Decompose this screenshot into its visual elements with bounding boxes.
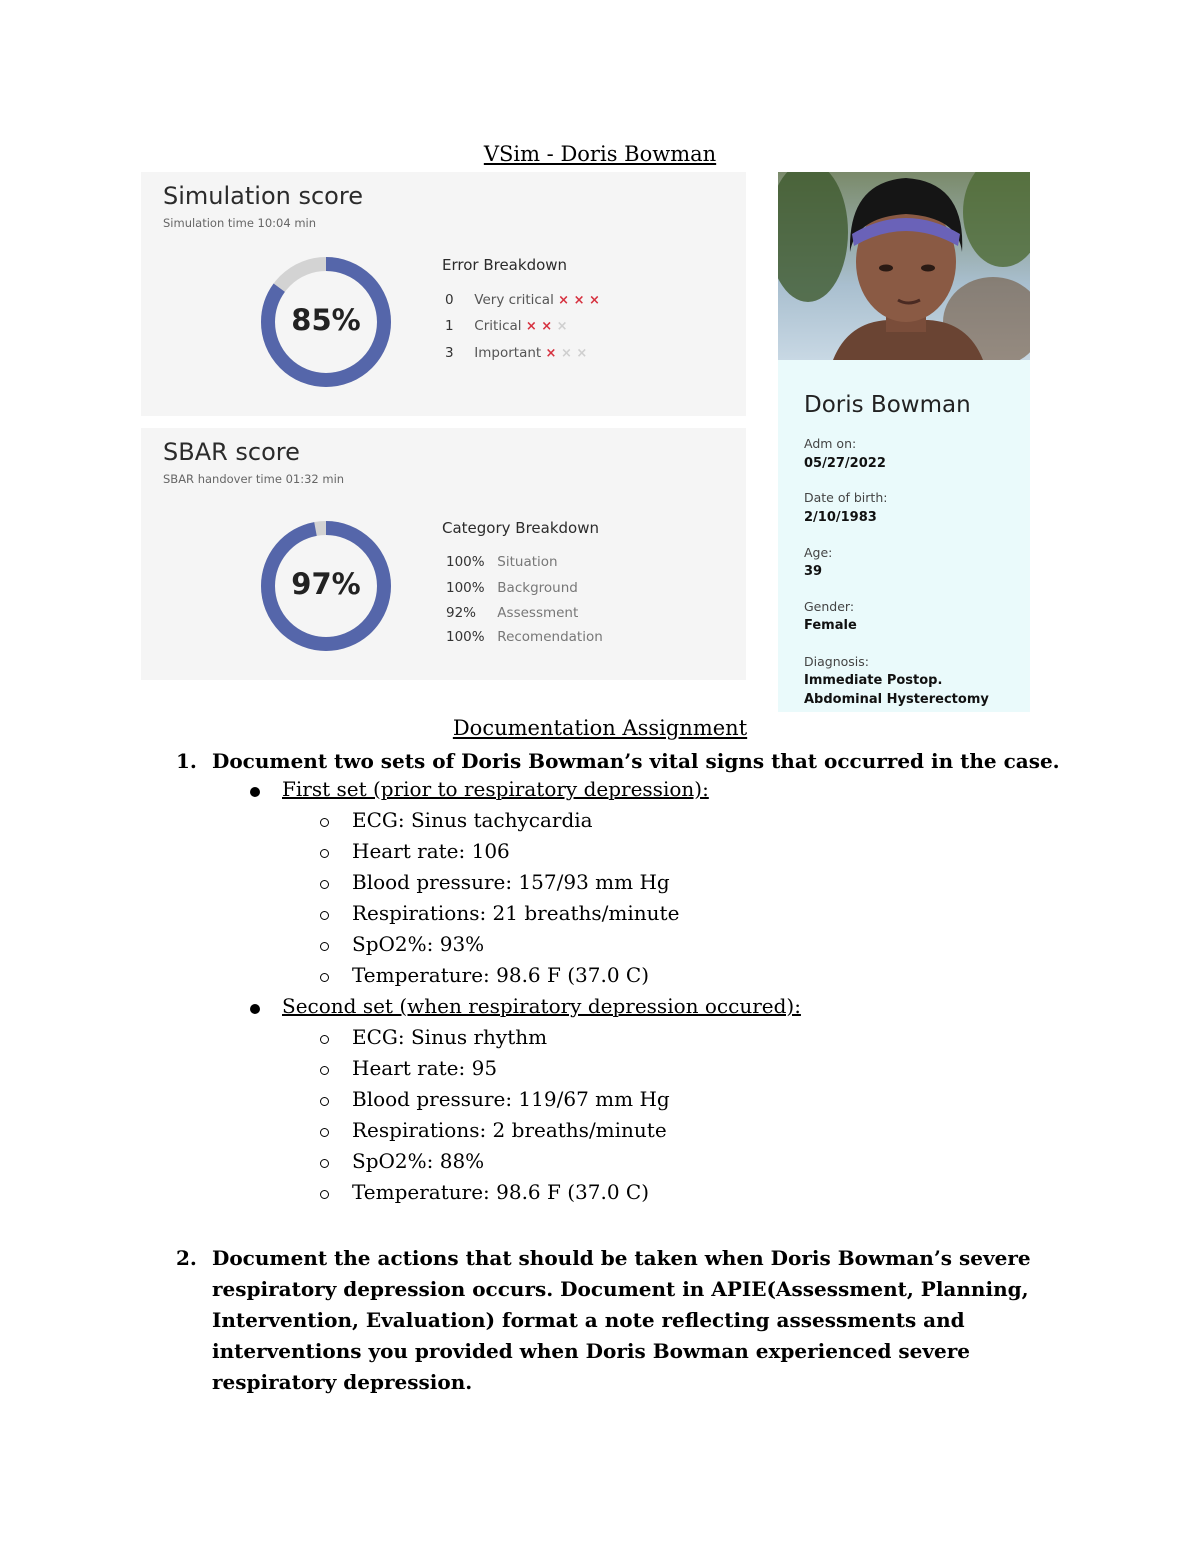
- circle-bullet-icon: [320, 911, 329, 920]
- error-row-important: [445, 345, 587, 361]
- age-label: Age:: [804, 545, 833, 560]
- x-mark-icon: ×: [576, 346, 588, 361]
- vital-sign-item: ECG: Sinus rhythm: [352, 1025, 548, 1049]
- bullet-icon: [250, 787, 260, 797]
- patient-info-card: [778, 360, 1030, 712]
- circle-bullet-icon: [320, 942, 329, 951]
- patient-photo: [778, 172, 1030, 360]
- error-x-marks: [546, 345, 588, 361]
- admission-label: Adm on:: [804, 436, 857, 451]
- gender-value: Female: [804, 618, 857, 633]
- vital-sign-item: Respirations: 21 breaths/minute: [352, 901, 680, 925]
- error-row-very-critical: [445, 292, 600, 308]
- question-text: Document the actions that should be taken when Doris Bowman’s severe respiratory depression occurs. Document in APIE(Assessment, Planning, Intervention, Evaluation) format a note reflecting assessments and interventions you provided when Doris Bowman experienced severe respiratory depression.: [212, 1246, 1031, 1394]
- circle-bullet-icon: [320, 973, 329, 982]
- bullet-icon: [250, 1004, 260, 1014]
- error-row-critical: [445, 318, 568, 334]
- category-row-background: [446, 580, 578, 596]
- vital-sign-item: SpO2%: 93%: [352, 932, 485, 956]
- admission-value: 05/27/2022: [804, 456, 886, 471]
- circle-bullet-icon: [320, 1128, 329, 1137]
- simulation-score-panel: [141, 172, 746, 416]
- dob-label: Date of birth:: [804, 490, 888, 505]
- circle-bullet-icon: [320, 1035, 329, 1044]
- x-mark-icon: ×: [588, 293, 600, 308]
- diagnosis-label: Diagnosis:: [804, 654, 869, 669]
- patient-avatar-illustration: [778, 172, 1030, 360]
- category-label: Recomendation: [497, 629, 603, 645]
- error-count: 3: [445, 345, 454, 361]
- circle-bullet-icon: [320, 818, 329, 827]
- sbar-handover-time: SBAR handover time 01:32 min: [163, 472, 345, 486]
- category-pct: 100%: [446, 629, 485, 645]
- vital-sign-item: Respirations: 2 breaths/minute: [352, 1118, 667, 1142]
- sbar-score-value: 97%: [291, 567, 361, 601]
- vital-sign-item: Blood pressure: 157/93 mm Hg: [352, 870, 670, 894]
- circle-bullet-icon: [320, 1159, 329, 1168]
- dob-value: 2/10/1983: [804, 510, 877, 525]
- error-x-marks: [558, 292, 600, 308]
- diagnosis-value: Immediate Postop. Abdominal Hysterectomy: [804, 673, 989, 707]
- sbar-score-panel: [141, 428, 746, 680]
- error-x-marks: [526, 318, 568, 334]
- circle-bullet-icon: [320, 1066, 329, 1075]
- circle-bullet-icon: [320, 1097, 329, 1106]
- category-pct: 100%: [446, 580, 485, 596]
- category-label: Situation: [497, 554, 558, 570]
- x-mark-icon: ×: [545, 346, 561, 361]
- vital-sign-item: Heart rate: 95: [352, 1056, 498, 1080]
- category-pct: 92%: [446, 605, 477, 621]
- x-mark-icon: ×: [560, 346, 577, 361]
- x-mark-icon: ×: [556, 319, 568, 334]
- x-mark-icon: ×: [558, 293, 574, 308]
- vital-sign-item: Temperature: 98.6 F (37.0 C): [352, 1180, 650, 1204]
- error-label: Important: [474, 345, 542, 361]
- second-set-heading: Second set (when respiratory depression occured):: [282, 994, 801, 1018]
- error-label: Very critical: [474, 292, 554, 308]
- error-count: 1: [445, 318, 454, 334]
- category-label: Assessment: [497, 605, 579, 621]
- vital-sign-item: Blood pressure: 119/67 mm Hg: [352, 1087, 670, 1111]
- category-label: Background: [497, 580, 578, 596]
- error-label: Critical: [474, 318, 522, 334]
- category-pct: 100%: [446, 554, 485, 570]
- simulation-score-value: 85%: [291, 303, 361, 337]
- assignment-title: Documentation Assignment: [452, 716, 748, 740]
- document-title: VSim - Doris Bowman: [483, 142, 717, 166]
- x-mark-icon: ×: [573, 293, 589, 308]
- category-row-situation: [446, 554, 558, 570]
- category-breakdown-title: Category Breakdown: [442, 519, 599, 537]
- error-breakdown-title: Error Breakdown: [442, 256, 568, 274]
- age-value: 39: [804, 564, 823, 579]
- vital-sign-item: SpO2%: 88%: [352, 1149, 485, 1173]
- category-row-assessment: [446, 605, 578, 621]
- category-row-recommendation: [446, 629, 603, 645]
- vital-sign-item: ECG: Sinus tachycardia: [352, 808, 593, 832]
- circle-bullet-icon: [320, 880, 329, 889]
- simulation-time: Simulation time 10:04 min: [163, 216, 317, 230]
- sbar-score-title: SBAR score: [163, 438, 300, 466]
- circle-bullet-icon: [320, 1190, 329, 1199]
- gender-label: Gender:: [804, 599, 855, 614]
- vital-sign-item: Heart rate: 106: [352, 839, 510, 863]
- question-number: 2.: [176, 1246, 197, 1270]
- question-number: 1.: [176, 749, 197, 773]
- patient-name: Doris Bowman: [804, 392, 971, 418]
- x-mark-icon: ×: [525, 319, 542, 334]
- simulation-score-title: Simulation score: [163, 182, 363, 210]
- first-set-heading: First set (prior to respiratory depression):: [282, 777, 709, 801]
- circle-bullet-icon: [320, 849, 329, 858]
- x-mark-icon: ×: [541, 319, 557, 334]
- vital-sign-item: Temperature: 98.6 F (37.0 C): [352, 963, 650, 987]
- question-text: Document two sets of Doris Bowman’s vital signs that occurred in the case.: [212, 749, 1060, 773]
- error-count: 0: [445, 292, 454, 308]
